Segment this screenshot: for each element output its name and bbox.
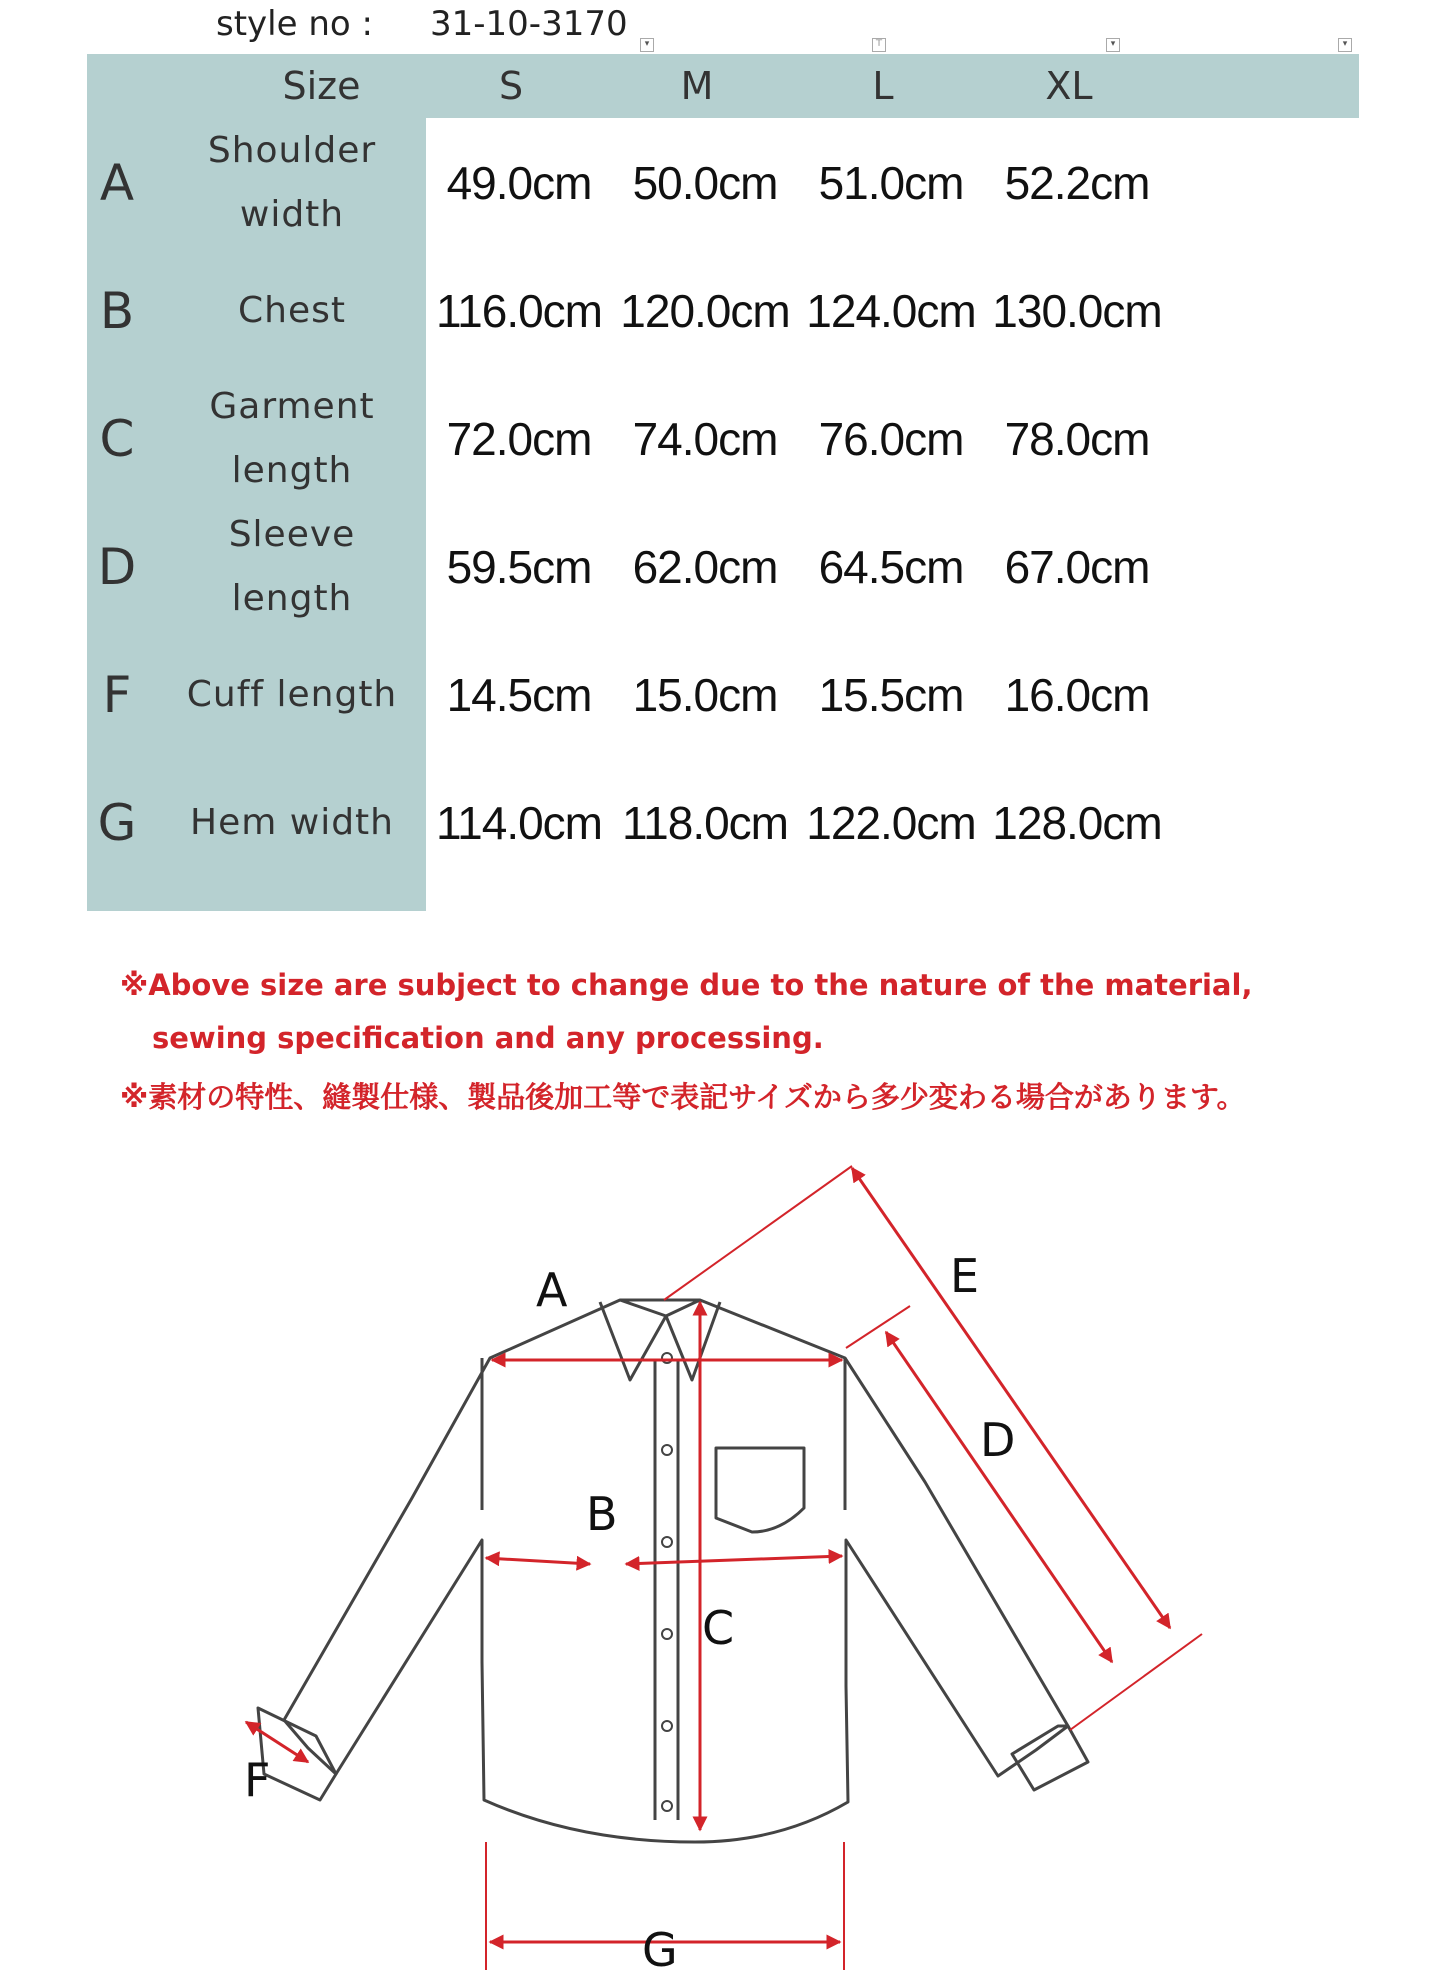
row-measurement-name-line: length: [231, 578, 353, 619]
table-cell: 14.5cm: [446, 669, 592, 721]
row-letter: A: [99, 154, 135, 212]
label-g: G: [642, 1923, 678, 1970]
size-note-line-3-ja: ※素材の特性、縫製仕様、製品後加工等で表記サイズから多少変わる場合があります。: [120, 1080, 1246, 1114]
table-cell: 15.5cm: [818, 669, 964, 721]
row-letter: C: [99, 410, 135, 468]
row-measurement-name: [157, 630, 427, 760]
row-measurement-name-line: Chest: [238, 290, 346, 331]
row-measurement-name-line: Garment: [209, 386, 375, 427]
label-f: F: [244, 1753, 271, 1807]
table-cell: 116.0cm: [435, 285, 603, 337]
row-measurement-name-line: Cuff length: [186, 674, 398, 715]
filter-dropdown-icon[interactable]: ▾: [1106, 38, 1120, 52]
table-cell: 114.0cm: [435, 797, 603, 849]
size-header-label: Size: [282, 64, 361, 108]
filter-active-icon[interactable]: ⊤: [872, 38, 886, 52]
table-cell: 62.0cm: [632, 541, 778, 593]
table-cell: 120.0cm: [620, 285, 790, 337]
size-header-s[interactable]: S: [498, 64, 524, 108]
row-letter: B: [99, 282, 135, 340]
table-cell: 124.0cm: [806, 285, 976, 337]
row-measurement-name: [157, 374, 427, 504]
size-header-l[interactable]: L: [872, 64, 894, 108]
style-number-value: 31-10-3170: [430, 4, 628, 44]
table-cell: 52.2cm: [1004, 157, 1150, 209]
label-e: E: [950, 1249, 980, 1303]
shirt-outline: [258, 1300, 1088, 1842]
row-measurement-name: [157, 502, 427, 632]
table-cell: 74.0cm: [632, 413, 778, 465]
shirt-measurement-diagram: [0, 1130, 1445, 1970]
filter-dropdown-icon[interactable]: ▾: [640, 38, 654, 52]
row-measurement-name-line: width: [239, 194, 345, 235]
size-header-m[interactable]: M: [680, 64, 714, 108]
table-cell: 15.0cm: [632, 669, 778, 721]
row-measurement-name: [157, 118, 427, 248]
table-cell: 78.0cm: [1004, 413, 1150, 465]
size-table: [87, 54, 1359, 911]
table-cell: 59.5cm: [446, 541, 592, 593]
table-cell: 76.0cm: [818, 413, 964, 465]
row-measurement-name-line: Hem width: [190, 802, 394, 843]
label-c: C: [702, 1601, 735, 1655]
table-cell: 118.0cm: [621, 797, 789, 849]
row-letter: D: [97, 538, 137, 596]
label-b: B: [586, 1487, 618, 1541]
row-measurement-name: [157, 758, 427, 888]
size-note-line-1: ※Above size are subject to change due to the nature of the material,: [120, 968, 1253, 1002]
table-cell: 72.0cm: [446, 413, 592, 465]
row-measurement-name-line: length: [231, 450, 353, 491]
table-cell: 67.0cm: [1004, 541, 1150, 593]
size-note-line-2: sewing specification and any processing.: [152, 1021, 824, 1055]
row-measurement-name: [157, 246, 427, 376]
row-letter: G: [97, 794, 137, 852]
size-header-xl[interactable]: XL: [1045, 64, 1093, 108]
table-cell: 49.0cm: [446, 157, 592, 209]
table-cell: 130.0cm: [992, 285, 1162, 337]
filter-dropdown-icon[interactable]: ▾: [1338, 38, 1352, 52]
table-cell: 50.0cm: [632, 157, 778, 209]
label-d: D: [980, 1413, 1016, 1467]
table-cell: 64.5cm: [818, 541, 964, 593]
style-number-label: style no :: [216, 4, 373, 44]
table-cell: 122.0cm: [806, 797, 976, 849]
row-measurement-name-line: Shoulder: [207, 130, 377, 171]
table-cell: 16.0cm: [1004, 669, 1150, 721]
row-measurement-name-line: Sleeve: [228, 514, 356, 555]
filter-dropdown-marks: [0, 38, 1445, 52]
label-a: A: [536, 1263, 568, 1317]
table-cell: 51.0cm: [818, 157, 964, 209]
row-letter: F: [102, 666, 132, 724]
table-cell: 128.0cm: [992, 797, 1162, 849]
